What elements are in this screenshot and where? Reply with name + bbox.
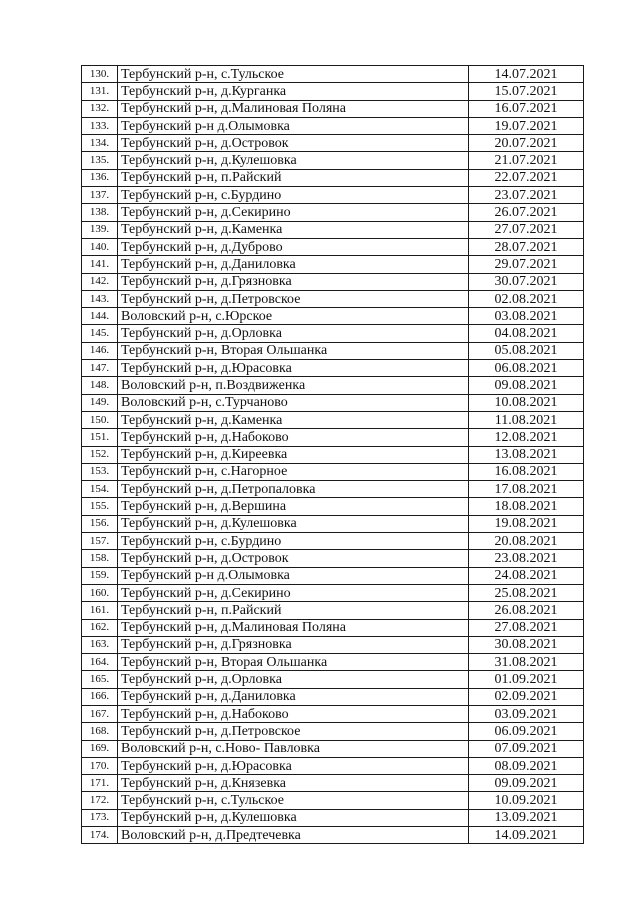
location-cell: Тербунский р-н, д.Даниловка: [118, 688, 469, 705]
row-number-cell: 167.: [82, 705, 118, 722]
schedule-table-body: [82, 66, 584, 844]
row-number-cell: 170.: [82, 757, 118, 774]
row-number-cell: 161.: [82, 602, 118, 619]
location-cell: Тербунский р-н, д.Островок: [118, 550, 469, 567]
row-number-cell: 136.: [82, 169, 118, 186]
date-cell: 07.09.2021: [469, 740, 584, 757]
location-cell: Тербунский р-н, д.Князевка: [118, 775, 469, 792]
row-number-cell: 142.: [82, 273, 118, 290]
date-cell: 09.09.2021: [469, 775, 584, 792]
date-cell: 27.08.2021: [469, 619, 584, 636]
row-number-cell: 173.: [82, 809, 118, 826]
table-row: [82, 550, 584, 567]
table-row: [82, 584, 584, 601]
row-number-cell: 154.: [82, 481, 118, 498]
row-number-cell: 134.: [82, 135, 118, 152]
table-row: [82, 654, 584, 671]
row-number-cell: 151.: [82, 429, 118, 446]
date-cell: 02.09.2021: [469, 688, 584, 705]
date-cell: 25.08.2021: [469, 584, 584, 601]
table-row: [82, 429, 584, 446]
table-row: [82, 83, 584, 100]
location-cell: Тербунский р-н, д.Киреевка: [118, 446, 469, 463]
date-cell: 03.09.2021: [469, 705, 584, 722]
date-cell: 17.08.2021: [469, 481, 584, 498]
table-row: [82, 792, 584, 809]
table-row: [82, 602, 584, 619]
table-row: [82, 117, 584, 134]
date-cell: 13.09.2021: [469, 809, 584, 826]
table-row: [82, 619, 584, 636]
location-cell: Воловский р-н, с.Юрское: [118, 308, 469, 325]
row-number-cell: 164.: [82, 654, 118, 671]
table-row: [82, 204, 584, 221]
location-cell: Воловский р-н, п.Воздвиженка: [118, 377, 469, 394]
row-number-cell: 139.: [82, 221, 118, 238]
date-cell: 29.07.2021: [469, 256, 584, 273]
date-cell: 11.08.2021: [469, 411, 584, 428]
location-cell: Тербунский р-н, с.Тульское: [118, 792, 469, 809]
table-row: [82, 100, 584, 117]
location-cell: Тербунский р-н д.Олымовка: [118, 117, 469, 134]
row-number-cell: 145.: [82, 325, 118, 342]
date-cell: 22.07.2021: [469, 169, 584, 186]
row-number-cell: 168.: [82, 723, 118, 740]
date-cell: 10.09.2021: [469, 792, 584, 809]
row-number-cell: 171.: [82, 775, 118, 792]
location-cell: Тербунский р-н, д.Кулешовка: [118, 809, 469, 826]
date-cell: 18.08.2021: [469, 498, 584, 515]
row-number-cell: 159.: [82, 567, 118, 584]
location-cell: Тербунский р-н, д.Секирино: [118, 584, 469, 601]
location-cell: Тербунский р-н, Вторая Ольшанка: [118, 342, 469, 359]
table-row: [82, 775, 584, 792]
row-number-cell: 149.: [82, 394, 118, 411]
table-row: [82, 481, 584, 498]
row-number-cell: 156.: [82, 515, 118, 532]
location-cell: Тербунский р-н, д.Секирино: [118, 204, 469, 221]
table-row: [82, 152, 584, 169]
date-cell: 06.08.2021: [469, 360, 584, 377]
table-row: [82, 394, 584, 411]
location-cell: Тербунский р-н, д.Малиновая Поляна: [118, 100, 469, 117]
location-cell: Тербунский р-н, д.Каменка: [118, 221, 469, 238]
row-number-cell: 146.: [82, 342, 118, 359]
location-cell: Тербунский р-н, д.Каменка: [118, 411, 469, 428]
date-cell: 06.09.2021: [469, 723, 584, 740]
date-cell: 31.08.2021: [469, 654, 584, 671]
table-row: [82, 411, 584, 428]
table-row: [82, 809, 584, 826]
location-cell: Тербунский р-н, д.Орловка: [118, 671, 469, 688]
location-cell: Тербунский р-н, д.Грязновка: [118, 273, 469, 290]
table-row: [82, 533, 584, 550]
date-cell: 15.07.2021: [469, 83, 584, 100]
table-row: [82, 671, 584, 688]
row-number-cell: 143.: [82, 290, 118, 307]
table-row: [82, 325, 584, 342]
location-cell: Тербунский р-н, д.Набоково: [118, 705, 469, 722]
row-number-cell: 169.: [82, 740, 118, 757]
date-cell: 14.07.2021: [469, 66, 584, 83]
location-cell: Тербунский р-н, д.Дуброво: [118, 238, 469, 255]
date-cell: 23.08.2021: [469, 550, 584, 567]
table-row: [82, 256, 584, 273]
date-cell: 02.08.2021: [469, 290, 584, 307]
row-number-cell: 172.: [82, 792, 118, 809]
table-row: [82, 515, 584, 532]
table-row: [82, 705, 584, 722]
date-cell: 10.08.2021: [469, 394, 584, 411]
table-row: [82, 66, 584, 83]
date-cell: 28.07.2021: [469, 238, 584, 255]
date-cell: 21.07.2021: [469, 152, 584, 169]
table-row: [82, 169, 584, 186]
table-row: [82, 308, 584, 325]
date-cell: 03.08.2021: [469, 308, 584, 325]
location-cell: Тербунский р-н, п.Райский: [118, 169, 469, 186]
date-cell: 19.07.2021: [469, 117, 584, 134]
row-number-cell: 166.: [82, 688, 118, 705]
date-cell: 30.08.2021: [469, 636, 584, 653]
location-cell: Тербунский р-н д.Олымовка: [118, 567, 469, 584]
date-cell: 09.08.2021: [469, 377, 584, 394]
date-cell: 16.07.2021: [469, 100, 584, 117]
location-cell: Тербунский р-н, д.Набоково: [118, 429, 469, 446]
location-cell: Тербунский р-н, с.Тульское: [118, 66, 469, 83]
row-number-cell: 157.: [82, 533, 118, 550]
location-cell: Тербунский р-н, д.Кулешовка: [118, 152, 469, 169]
location-cell: Воловский р-н, д.Предтечевка: [118, 827, 469, 844]
row-number-cell: 152.: [82, 446, 118, 463]
location-cell: Тербунский р-н, с.Бурдино: [118, 533, 469, 550]
row-number-cell: 140.: [82, 238, 118, 255]
table-row: [82, 290, 584, 307]
location-cell: Тербунский р-н, д.Юрасовка: [118, 360, 469, 377]
table-row: [82, 238, 584, 255]
location-cell: Тербунский р-н, д.Островок: [118, 135, 469, 152]
date-cell: 14.09.2021: [469, 827, 584, 844]
date-cell: 04.08.2021: [469, 325, 584, 342]
date-cell: 13.08.2021: [469, 446, 584, 463]
date-cell: 05.08.2021: [469, 342, 584, 359]
row-number-cell: 155.: [82, 498, 118, 515]
location-cell: Тербунский р-н, д.Петропаловка: [118, 481, 469, 498]
table-row: [82, 135, 584, 152]
row-number-cell: 132.: [82, 100, 118, 117]
row-number-cell: 138.: [82, 204, 118, 221]
table-row: [82, 827, 584, 844]
location-cell: Тербунский р-н, д.Вершина: [118, 498, 469, 515]
row-number-cell: 165.: [82, 671, 118, 688]
date-cell: 30.07.2021: [469, 273, 584, 290]
location-cell: Воловский р-н, с.Ново- Павловка: [118, 740, 469, 757]
row-number-cell: 147.: [82, 360, 118, 377]
table-row: [82, 187, 584, 204]
row-number-cell: 141.: [82, 256, 118, 273]
location-cell: Воловский р-н, с.Турчаново: [118, 394, 469, 411]
date-cell: 08.09.2021: [469, 757, 584, 774]
location-cell: Тербунский р-н, д.Даниловка: [118, 256, 469, 273]
location-cell: Тербунский р-н, с.Нагорное: [118, 463, 469, 480]
row-number-cell: 135.: [82, 152, 118, 169]
table-row: [82, 463, 584, 480]
date-cell: 19.08.2021: [469, 515, 584, 532]
row-number-cell: 131.: [82, 83, 118, 100]
row-number-cell: 160.: [82, 584, 118, 601]
date-cell: 26.08.2021: [469, 602, 584, 619]
row-number-cell: 130.: [82, 66, 118, 83]
table-row: [82, 688, 584, 705]
table-row: [82, 273, 584, 290]
table-row: [82, 723, 584, 740]
location-cell: Тербунский р-н, д.Юрасовка: [118, 757, 469, 774]
date-cell: 01.09.2021: [469, 671, 584, 688]
row-number-cell: 158.: [82, 550, 118, 567]
date-cell: 23.07.2021: [469, 187, 584, 204]
location-cell: Тербунский р-н, д.Петровское: [118, 723, 469, 740]
date-cell: 12.08.2021: [469, 429, 584, 446]
location-cell: Тербунский р-н, п.Райский: [118, 602, 469, 619]
location-cell: Тербунский р-н, с.Бурдино: [118, 187, 469, 204]
date-cell: 20.07.2021: [469, 135, 584, 152]
location-cell: Тербунский р-н, д.Кулешовка: [118, 515, 469, 532]
location-cell: Тербунский р-н, д.Петровское: [118, 290, 469, 307]
row-number-cell: 150.: [82, 411, 118, 428]
table-row: [82, 498, 584, 515]
table-row: [82, 757, 584, 774]
location-cell: Тербунский р-н, д.Грязновка: [118, 636, 469, 653]
table-row: [82, 636, 584, 653]
row-number-cell: 133.: [82, 117, 118, 134]
date-cell: 20.08.2021: [469, 533, 584, 550]
schedule-table: [81, 65, 584, 844]
date-cell: 26.07.2021: [469, 204, 584, 221]
location-cell: Тербунский р-н, д.Орловка: [118, 325, 469, 342]
row-number-cell: 163.: [82, 636, 118, 653]
row-number-cell: 137.: [82, 187, 118, 204]
table-row: [82, 360, 584, 377]
row-number-cell: 148.: [82, 377, 118, 394]
location-cell: Тербунский р-н, Вторая Ольшанка: [118, 654, 469, 671]
date-cell: 27.07.2021: [469, 221, 584, 238]
row-number-cell: 144.: [82, 308, 118, 325]
row-number-cell: 153.: [82, 463, 118, 480]
row-number-cell: 162.: [82, 619, 118, 636]
table-row: [82, 377, 584, 394]
table-row: [82, 342, 584, 359]
date-cell: 24.08.2021: [469, 567, 584, 584]
table-row: [82, 740, 584, 757]
location-cell: Тербунский р-н, д.Курганка: [118, 83, 469, 100]
table-row: [82, 221, 584, 238]
location-cell: Тербунский р-н, д.Малиновая Поляна: [118, 619, 469, 636]
row-number-cell: 174.: [82, 827, 118, 844]
table-row: [82, 446, 584, 463]
table-row: [82, 567, 584, 584]
date-cell: 16.08.2021: [469, 463, 584, 480]
